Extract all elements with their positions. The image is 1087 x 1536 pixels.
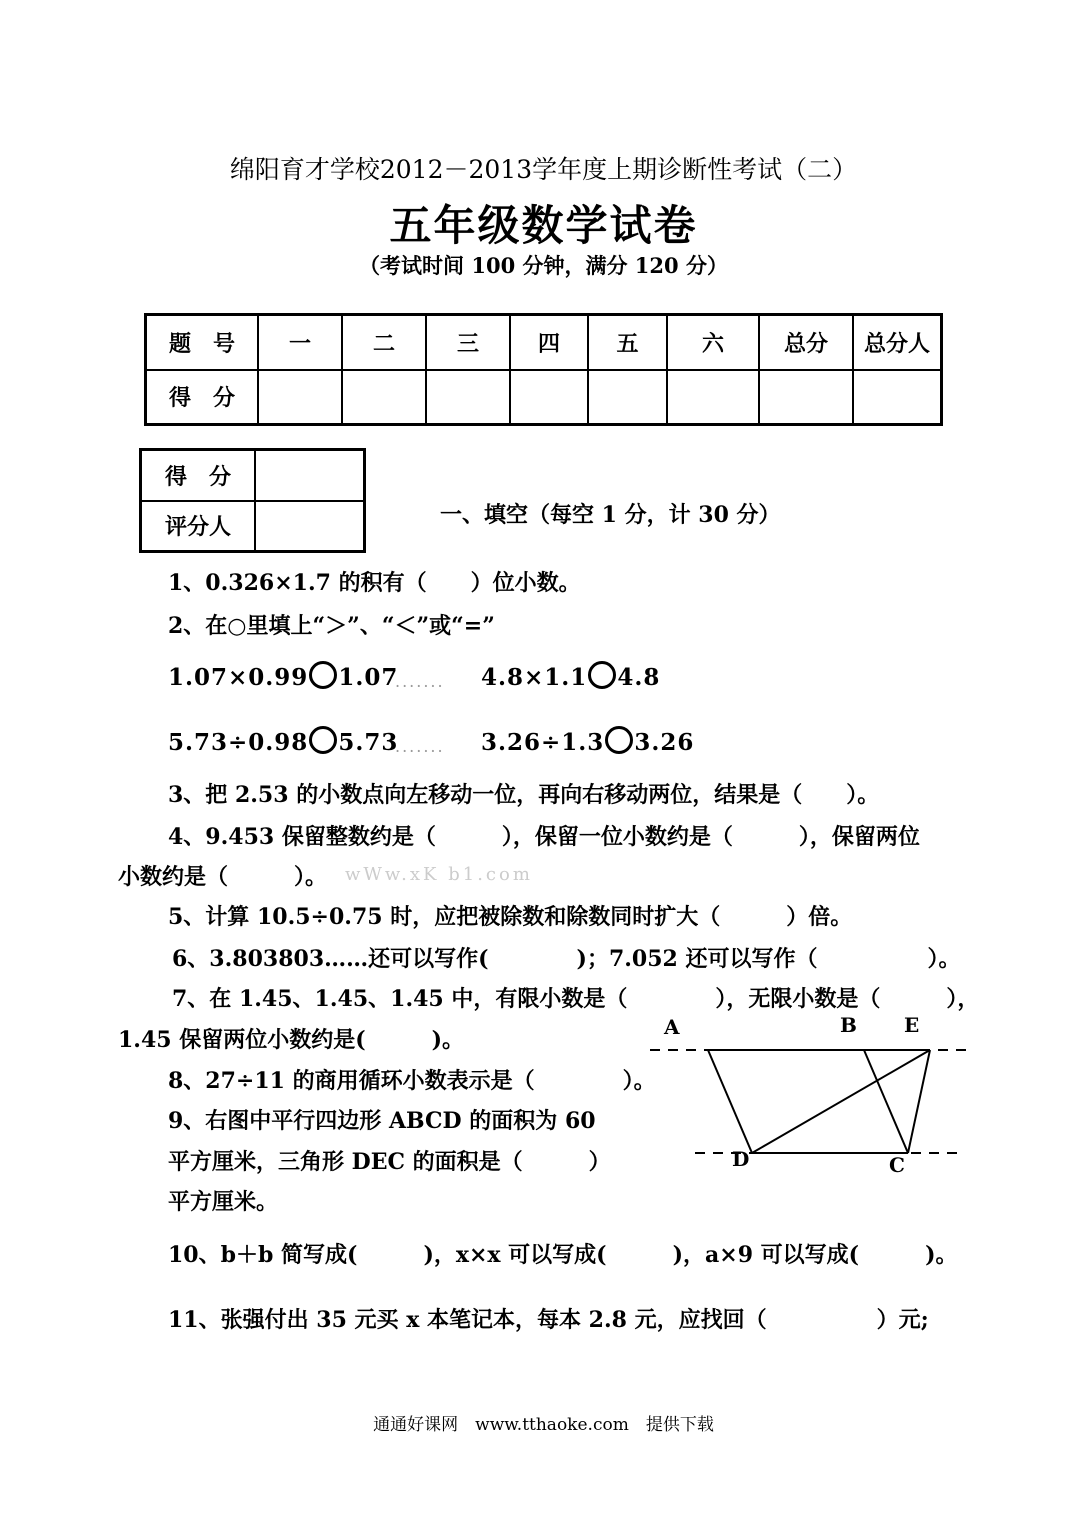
school-header: 绵阳育才学校2012－2013学年度上期诊断性考试（二） [229,155,858,184]
compare-circle[interactable] [605,726,633,754]
question-2-row-2b [481,726,694,756]
compare-circle[interactable] [309,726,337,754]
score-cell[interactable] [759,370,853,425]
score-cell[interactable] [258,370,342,425]
expression: 5.73÷0.98 [168,729,309,756]
paper-title: 五年级数学试卷 [389,201,698,250]
question-2: 2、在○里填上“＞”、“＜”或“=” [168,613,495,639]
footer-credit: 通通好课网 www.tthaoke.com 提供下载 [373,1415,714,1435]
table-row [141,450,365,501]
question-11: 11、张强付出 35 元买 x 本笔记本，每本 2.8 元，应找回（ ）元; [168,1307,929,1333]
table-cell: 二 [342,315,426,370]
expression: 4.8×1.1 [481,664,588,691]
section-title: 一、填空（每空 1 分，计 30 分） [440,502,781,528]
question-10: 10、b＋b 简写成( )，x×x 可以写成( )，a×9 可以写成( )。 [168,1242,958,1268]
question-9-line-3: 平方厘米。 [168,1189,279,1215]
section-grader-table [139,448,366,553]
label-d: D [732,1147,750,1171]
compare-circle[interactable] [588,661,616,689]
parallelogram-figure [640,1010,980,1180]
question-6: 6、3.803803……还可以写作( )；7.052 还可以写作（ ）。 [172,946,961,972]
score-cell[interactable] [255,450,365,501]
dot-leader: ....... [395,737,445,756]
table-cell: 一 [258,315,342,370]
score-cell[interactable] [426,370,510,425]
question-1: 1、0.326×1.7 的积有（ ）位小数。 [168,570,581,596]
table-row [141,501,365,552]
score-cell[interactable] [853,370,942,425]
table-cell: 题 号 [146,315,259,370]
grader-cell[interactable] [255,501,365,552]
label-b: B [840,1013,857,1037]
edge-ad [708,1050,752,1153]
label-c: C [889,1153,905,1177]
expression: 3.26 [634,729,695,756]
table-cell: 三 [426,315,510,370]
expression: 4.8 [617,664,661,691]
score-cell[interactable] [588,370,667,425]
question-5: 5、计算 10.5÷0.75 时，应把被除数和除数同时扩大（ ）倍。 [168,904,853,930]
question-4-line-2: 小数约是（ ）。 [118,864,328,890]
table-cell: 六 [667,315,759,370]
compare-circle[interactable] [309,661,337,689]
score-summary-table [144,313,943,426]
table-cell: 总分 [759,315,853,370]
score-cell[interactable] [342,370,426,425]
table-cell: 得 分 [141,450,256,501]
score-cell[interactable] [667,370,759,425]
question-2-row-1b [481,661,660,691]
edge-de [752,1050,930,1153]
table-cell: 四 [510,315,588,370]
question-8: 8、27÷11 的商用循环小数表示是（ ）。 [168,1068,656,1094]
expression: 1.07×0.99 [168,664,309,691]
question-9-line-1: 9、右图中平行四边形 ABCD 的面积为 60 [168,1108,596,1134]
table-cell: 评分人 [141,501,256,552]
exam-time-note: （考试时间 100 分钟，满分 120 分） [359,253,728,278]
dot-leader: ....... [395,672,445,691]
question-7-line-1: 7、在 1.45、1.45、1.45 中，有限小数是（ ），无限小数是（ ）， [172,986,980,1012]
question-4-line-1: 4、9.453 保留整数约是（ ），保留一位小数约是（ ），保留两位 [168,824,920,850]
table-cell: 五 [588,315,667,370]
expression: 3.26÷1.3 [481,729,605,756]
expression: 5.73 [338,729,399,756]
question-9-line-2: 平方厘米，三角形 DEC 的面积是（ ） [168,1149,611,1175]
question-2-row-2 [168,726,398,756]
question-3: 3、把 2.53 的小数点向左移动一位，再向右移动两位，结果是（ ）。 [168,782,880,808]
expression: 1.07 [338,664,399,691]
edge-ec [908,1050,930,1153]
question-7-line-2: 1.45 保留两位小数约是( )。 [118,1027,465,1053]
watermark-text: wWw.xK b1.com [345,864,533,885]
table-row [146,315,942,370]
question-2-row-1 [168,661,398,691]
table-cell: 得 分 [146,370,259,425]
label-a: A [664,1015,680,1039]
score-cell[interactable] [510,370,588,425]
label-e: E [904,1013,920,1037]
table-cell: 总分人 [853,315,942,370]
table-row [146,370,942,425]
